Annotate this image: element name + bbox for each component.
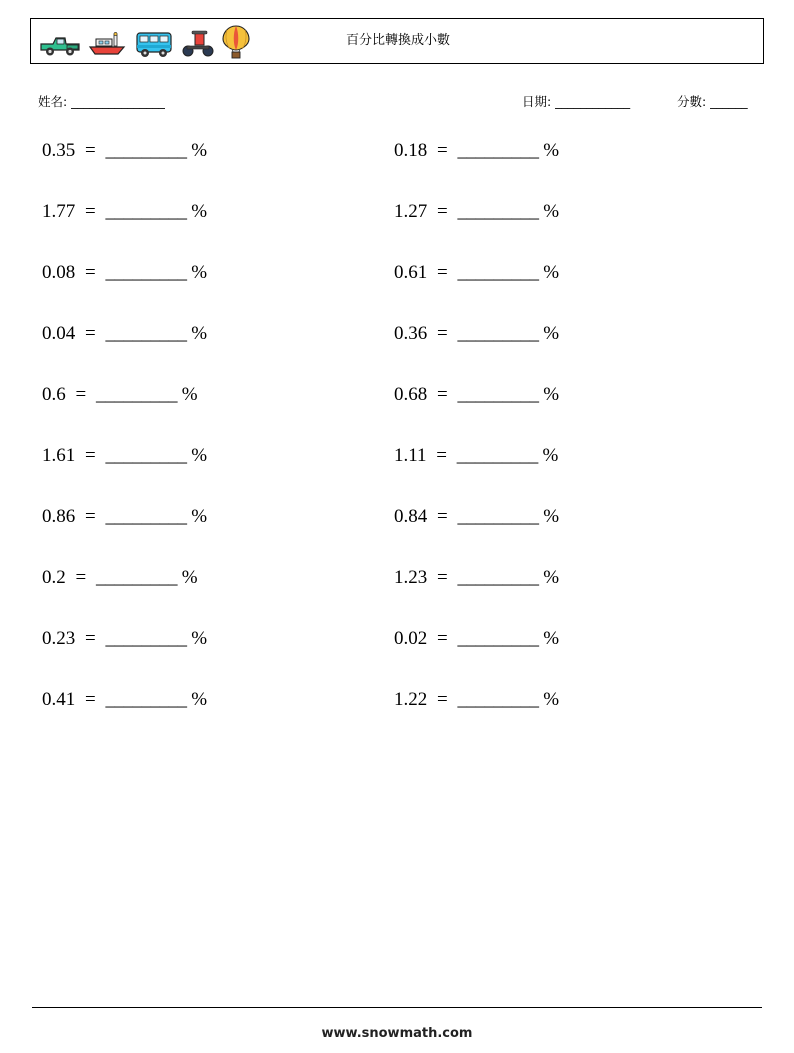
equals-sign: =	[85, 323, 96, 344]
answer-blank[interactable]: _________	[105, 445, 187, 466]
problem-item	[42, 323, 392, 384]
equals-sign: =	[437, 506, 448, 527]
percent-sign: %	[543, 323, 560, 344]
problem-value: 0.35	[42, 140, 76, 161]
equals-sign: =	[85, 201, 96, 222]
answer-blank[interactable]: _________	[457, 140, 539, 161]
problem-value: 0.86	[42, 506, 76, 527]
name-field-label[interactable]: 姓名: _______________	[38, 94, 165, 109]
score-field-label[interactable]: 分數: ______	[677, 94, 748, 109]
problem-item	[394, 323, 744, 384]
problem-item	[42, 384, 392, 445]
equals-sign: =	[436, 445, 448, 466]
problem-value: 1.27	[394, 201, 428, 222]
problem-item	[394, 445, 744, 506]
problem-item	[394, 628, 744, 689]
problem-column-right	[394, 140, 744, 750]
problem-value: 0.84	[394, 506, 428, 527]
equals-sign: =	[85, 689, 96, 710]
answer-blank[interactable]: _________	[105, 628, 187, 649]
footer-site-url[interactable]: www.snowmath.com	[321, 1026, 473, 1041]
answer-blank[interactable]: _________	[457, 262, 539, 283]
page-title: 百分比轉換成小數	[345, 33, 450, 48]
equals-sign: =	[437, 689, 448, 710]
problem-item	[42, 628, 392, 689]
problem-value: 0.6	[42, 384, 66, 405]
percent-sign: %	[543, 262, 560, 283]
percent-sign: %	[191, 323, 208, 344]
problem-item	[42, 140, 392, 201]
percent-sign: %	[191, 506, 208, 527]
student-info-row	[32, 92, 762, 114]
equals-sign: =	[85, 140, 96, 161]
equals-sign: =	[85, 628, 96, 649]
answer-blank[interactable]: _________	[105, 689, 187, 710]
problem-item	[42, 567, 392, 628]
percent-sign: %	[543, 140, 560, 161]
problem-value: 1.22	[394, 689, 428, 710]
percent-sign: %	[543, 201, 560, 222]
answer-blank[interactable]: _________	[457, 689, 539, 710]
percent-sign: %	[543, 506, 560, 527]
problem-item	[394, 506, 744, 567]
problem-column-left	[42, 140, 392, 750]
problem-value: 1.77	[42, 201, 76, 222]
percent-sign: %	[543, 689, 560, 710]
equals-sign: =	[437, 262, 448, 283]
percent-sign: %	[181, 384, 198, 405]
answer-blank[interactable]: _________	[457, 384, 539, 405]
answer-blank[interactable]: _________	[457, 506, 539, 527]
problem-value: 0.04	[42, 323, 76, 344]
problem-value: 1.23	[394, 567, 428, 588]
percent-sign: %	[191, 628, 208, 649]
problem-item	[42, 201, 392, 262]
equals-sign: =	[437, 628, 448, 649]
problem-item	[42, 262, 392, 323]
answer-blank[interactable]: _________	[105, 323, 187, 344]
problem-value: 0.36	[394, 323, 428, 344]
problem-value: 0.08	[42, 262, 76, 283]
problem-value: 0.18	[394, 140, 428, 161]
answer-blank[interactable]: _________	[95, 567, 177, 588]
problem-item	[42, 506, 392, 567]
percent-sign: %	[543, 567, 560, 588]
answer-blank[interactable]: _________	[105, 201, 187, 222]
equals-sign: =	[437, 567, 448, 588]
equals-sign: =	[85, 445, 96, 466]
answer-blank[interactable]: _________	[457, 323, 539, 344]
answer-blank[interactable]: _________	[95, 384, 177, 405]
percent-sign: %	[191, 689, 208, 710]
problem-value: 0.2	[42, 567, 66, 588]
percent-sign: %	[542, 445, 559, 466]
answer-blank[interactable]: _________	[457, 628, 539, 649]
percent-sign: %	[191, 445, 208, 466]
problem-item	[394, 384, 744, 445]
equals-sign: =	[437, 201, 448, 222]
problem-value: 0.41	[42, 689, 76, 710]
problem-value: 0.61	[394, 262, 428, 283]
answer-blank[interactable]: _________	[105, 140, 187, 161]
problem-value: 1.61	[42, 445, 76, 466]
answer-blank[interactable]: _________	[457, 201, 539, 222]
percent-sign: %	[191, 201, 208, 222]
problem-item	[394, 140, 744, 201]
problem-value: 0.02	[394, 628, 428, 649]
equals-sign: =	[85, 262, 96, 283]
percent-sign: %	[543, 384, 560, 405]
problem-value: 0.23	[42, 628, 76, 649]
problem-item	[42, 445, 392, 506]
problem-item	[42, 689, 392, 750]
problem-item	[394, 689, 744, 750]
equals-sign: =	[437, 384, 448, 405]
equals-sign: =	[85, 506, 96, 527]
problem-item	[394, 201, 744, 262]
percent-sign: %	[191, 140, 208, 161]
answer-blank[interactable]: _________	[456, 445, 538, 466]
problem-value: 1.11	[394, 445, 427, 466]
problem-item	[394, 262, 744, 323]
problem-item	[394, 567, 744, 628]
answer-blank[interactable]: _________	[105, 506, 187, 527]
header-box	[30, 18, 764, 64]
percent-sign: %	[191, 262, 208, 283]
equals-sign: =	[75, 567, 87, 588]
equals-sign: =	[437, 323, 448, 344]
answer-blank[interactable]: _________	[105, 262, 187, 283]
footer-divider	[32, 1007, 762, 1008]
percent-sign: %	[543, 628, 560, 649]
date-field-label[interactable]: 日期: ____________	[522, 94, 631, 109]
problem-value: 0.68	[394, 384, 428, 405]
percent-sign: %	[181, 567, 198, 588]
equals-sign: =	[75, 384, 87, 405]
equals-sign: =	[437, 140, 448, 161]
answer-blank[interactable]: _________	[457, 567, 539, 588]
